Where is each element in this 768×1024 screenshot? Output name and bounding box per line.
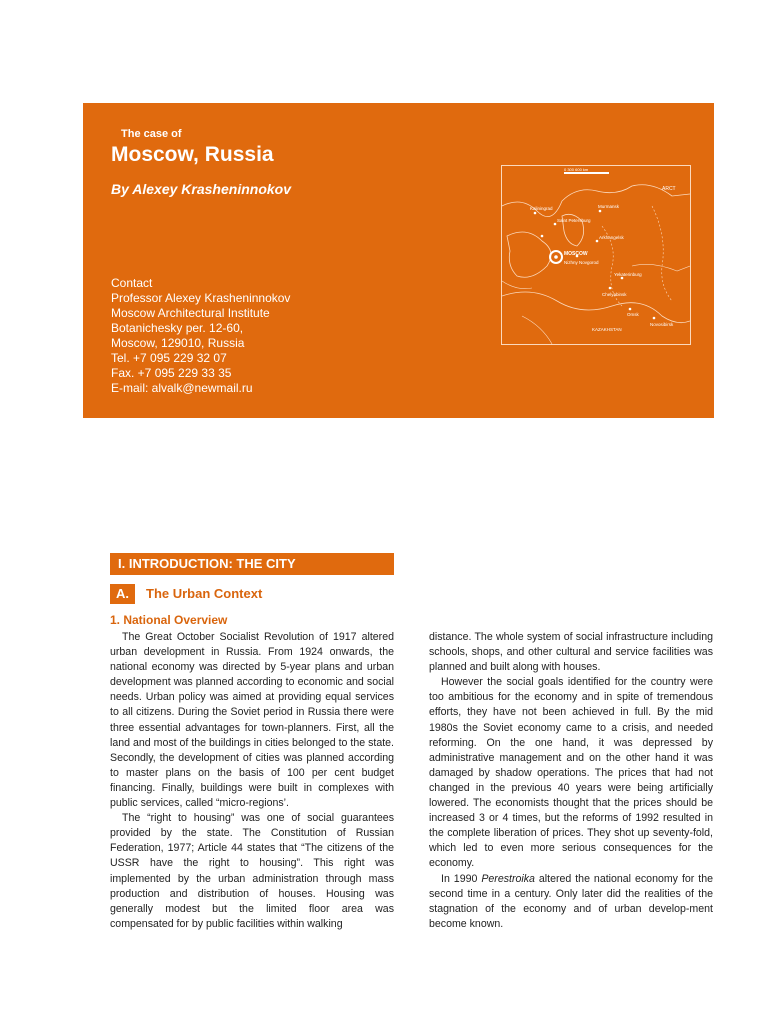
- map-label-chelyabinsk: Chelyabinsk: [602, 292, 627, 297]
- section-heading-bar: [110, 553, 394, 575]
- map-label-omsk: Omsk: [627, 312, 639, 317]
- contact-name: Professor Alexey Krasheninnokov: [111, 291, 291, 305]
- map-label-st-petersburg: Saint Petersburg: [557, 218, 591, 223]
- contact-tel: Tel. +7 095 229 32 07: [111, 351, 227, 365]
- section-heading: I. INTRODUCTION: THE CITY: [118, 556, 296, 571]
- map-label-arkhangelsk: Arkhangelsk: [599, 235, 624, 240]
- map-label-novosibirsk: Novosibirsk: [650, 322, 674, 327]
- contact-heading: Contact: [111, 276, 153, 290]
- body-column-left: [110, 630, 394, 932]
- map-label-arct: ARCT: [662, 186, 676, 192]
- map-scale: 0 300 600 km: [564, 167, 589, 172]
- paragraph: However the social goals identified for the country were too ambitious for the economy and in spite of tremendous efforts, they have not been achieved in full. By the mid 1980s the Soviet economy came to a crisis, and needed reforming. On the one hand, it was depressed by administrative management and on the other hand it was damaged by shadow operations. The prices that had not changed in the previous 40 years were being artificially lowered. The economists thought that the prices should be increased 3 or 4 times, but the reforms of 1992 resulted in the complete liberation of prices. They shot up seventy-fold, which led to even more serious consequences for the economy.: [429, 676, 713, 870]
- paragraph: The “right to housing” was one of social guarantees provided by the state. The Constitution of Russian Federation, 1977; Article 44 states that “The citizens of the USSR have the right to housing”. This right was implemented by the urban administration through mass production and distribution of houses. Housing was generally modest but the limited floor area was compensated for by public facilities within walking: [110, 812, 394, 930]
- russia-map: [501, 165, 691, 345]
- map-label-murmansk: Murmansk: [598, 204, 620, 209]
- map-label-nizhny: Nizhny Novgorod: [564, 260, 599, 265]
- paragraph: [429, 872, 713, 932]
- map-label-yekaterinburg: Yekaterinburg: [614, 272, 642, 277]
- case-of-label: The case of: [121, 128, 182, 140]
- map-label-kaliningrad: Kaliningrad: [530, 206, 553, 211]
- title-banner: [83, 103, 714, 418]
- contact-street: Botanichesky per. 12-60,: [111, 321, 244, 335]
- map-label-kazakhstan: KAZAKHSTAN: [592, 327, 622, 332]
- subsection-letter: A.: [110, 584, 135, 604]
- paragraph: distance. The whole system of social infrastructure including schools, shops, and other cultural and service facilities was planned and built along with houses.: [429, 631, 713, 674]
- body-column-right: [429, 630, 713, 932]
- contact-city: Moscow, 129010, Russia: [111, 336, 245, 350]
- emphasis-perestroika: Perestroika: [481, 872, 535, 885]
- paragraph-text: In 1990: [441, 872, 482, 885]
- subsection-title: The Urban Context: [146, 586, 263, 601]
- author-byline: By Alexey Krasheninnokov: [111, 181, 291, 197]
- paragraph: The Great October Socialist Revolution of 1917 altered urban development in Russia. From 1924 onwards, the national economy was directed by 5-year plans and urban development was planned according to economic and social needs. Urban policy was aimed at providing equal services to all citizens. During the Soviet period in Russia there were three essential advantages for town-planners. First, all the land and most of the buildings in cities belonged to the state. Secondly, the development of cities was planned according to master plans on the basis of 100 per cent budget financing. Finally, buildings were built in complexes with public services, called “micro-regions’.: [110, 631, 394, 810]
- contact-institute: Moscow Architectural Institute: [111, 306, 270, 320]
- contact-block: [111, 276, 290, 396]
- contact-email: E-mail: alvalk@newmail.ru: [111, 381, 253, 395]
- map-label-moscow: MOSCOW: [564, 251, 588, 257]
- page-title: Moscow, Russia: [111, 143, 274, 166]
- contact-fax: Fax. +7 095 229 33 35: [111, 366, 232, 380]
- paragraph-text: altered the national economy for the second time in a century. Only later did the realities of the stagnation of the economy and of urban develop-ment become known.: [429, 872, 713, 930]
- national-overview-heading: 1. National Overview: [110, 613, 228, 627]
